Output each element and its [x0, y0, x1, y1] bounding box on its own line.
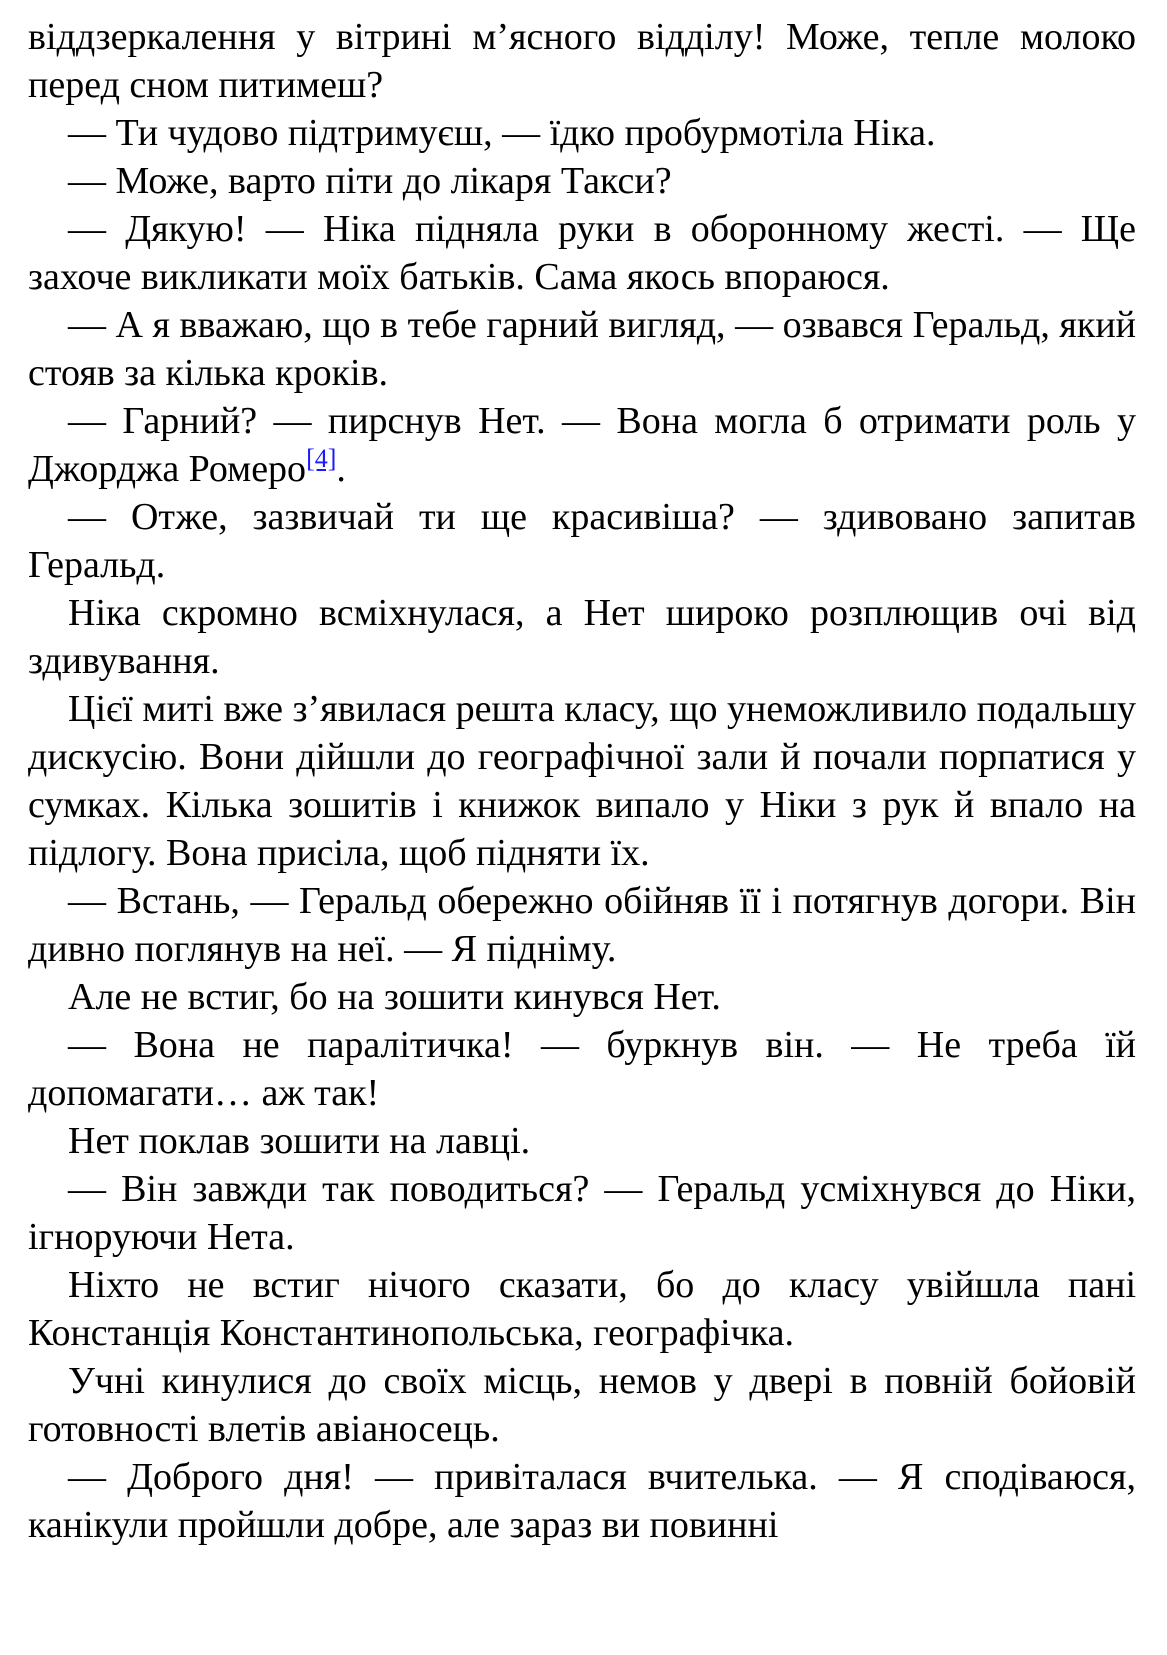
paragraph: — Отже, зазвичай ти ще красивіша? — здивовано запитав Геральд. [28, 496, 1136, 586]
footnote-link[interactable]: [4] [306, 444, 337, 473]
paragraph: — Встань, — Геральд обережно обійняв її і потягнув догори. Він дивно поглянув на неї. — Я підніму. [28, 880, 1136, 970]
paragraph: Ніхто не встиг нічого сказати, бо до класу увійшла пані Констанція Константинопольська, географічка. [28, 1264, 1136, 1354]
paragraph: Нет поклав зошити на лавці. [68, 1120, 531, 1162]
paragraph: — Ти чудово підтримуєш, — їдко пробурмотіла Ніка. [68, 112, 936, 154]
paragraph-continued: віддзеркалення у вітрині м’ясного відділу! Може, тепле молоко перед сном питимеш? [28, 16, 1136, 106]
paragraph: Але не встиг, бо на зошити кинувся Нет. [68, 976, 721, 1018]
paragraph: — Доброго дня! — привіталася вчителька. — Я сподіваюся, канікули пройшли добре, але зараз ви повинні [28, 1456, 1136, 1546]
paragraph: — Він завжди так поводиться? — Геральд усміхнувся до Ніки, ігноруючи Нета. [28, 1168, 1136, 1258]
paragraph: Цієї миті вже з’явилася решта класу, що унеможливило подальшу дискусію. Вони дійшли до географічної зали й почали порпатися у сумках. Кілька зошитів і книжок випало у Ніки з рук й впало на підлогу. Вона присіла, щоб підняти їх. [28, 688, 1136, 874]
paragraph: Ніка скромно всміхнулася, а Нет широко розплющив очі від здивування. [28, 592, 1136, 682]
paragraph: — Вона не паралітичка! — буркнув він. — Не треба їй допомагати… аж так! [28, 1024, 1136, 1114]
paragraph-text-end: . [336, 448, 346, 490]
book-page [28, 13, 1136, 1549]
paragraph: — Дякую! — Ніка підняла руки в оборонному жесті. — Ще захоче викликати моїх батьків. Сама якось впораюся. [28, 208, 1136, 298]
paragraph: — А я вважаю, що в тебе гарний вигляд, — озвався Геральд, який стояв за кілька кроків. [28, 304, 1136, 394]
paragraph-with-footnote [28, 397, 1136, 493]
paragraph: Учні кинулися до своїх місць, немов у двері в повній бойовій готовності влетів авіаносець. [28, 1360, 1136, 1450]
paragraph: — Може, варто піти до лікаря Такси? [68, 160, 672, 202]
paragraph-text: — Гарний? — пирснув Нет. — Вона могла б отримати роль у Джорджа Ромеро [28, 400, 1136, 490]
